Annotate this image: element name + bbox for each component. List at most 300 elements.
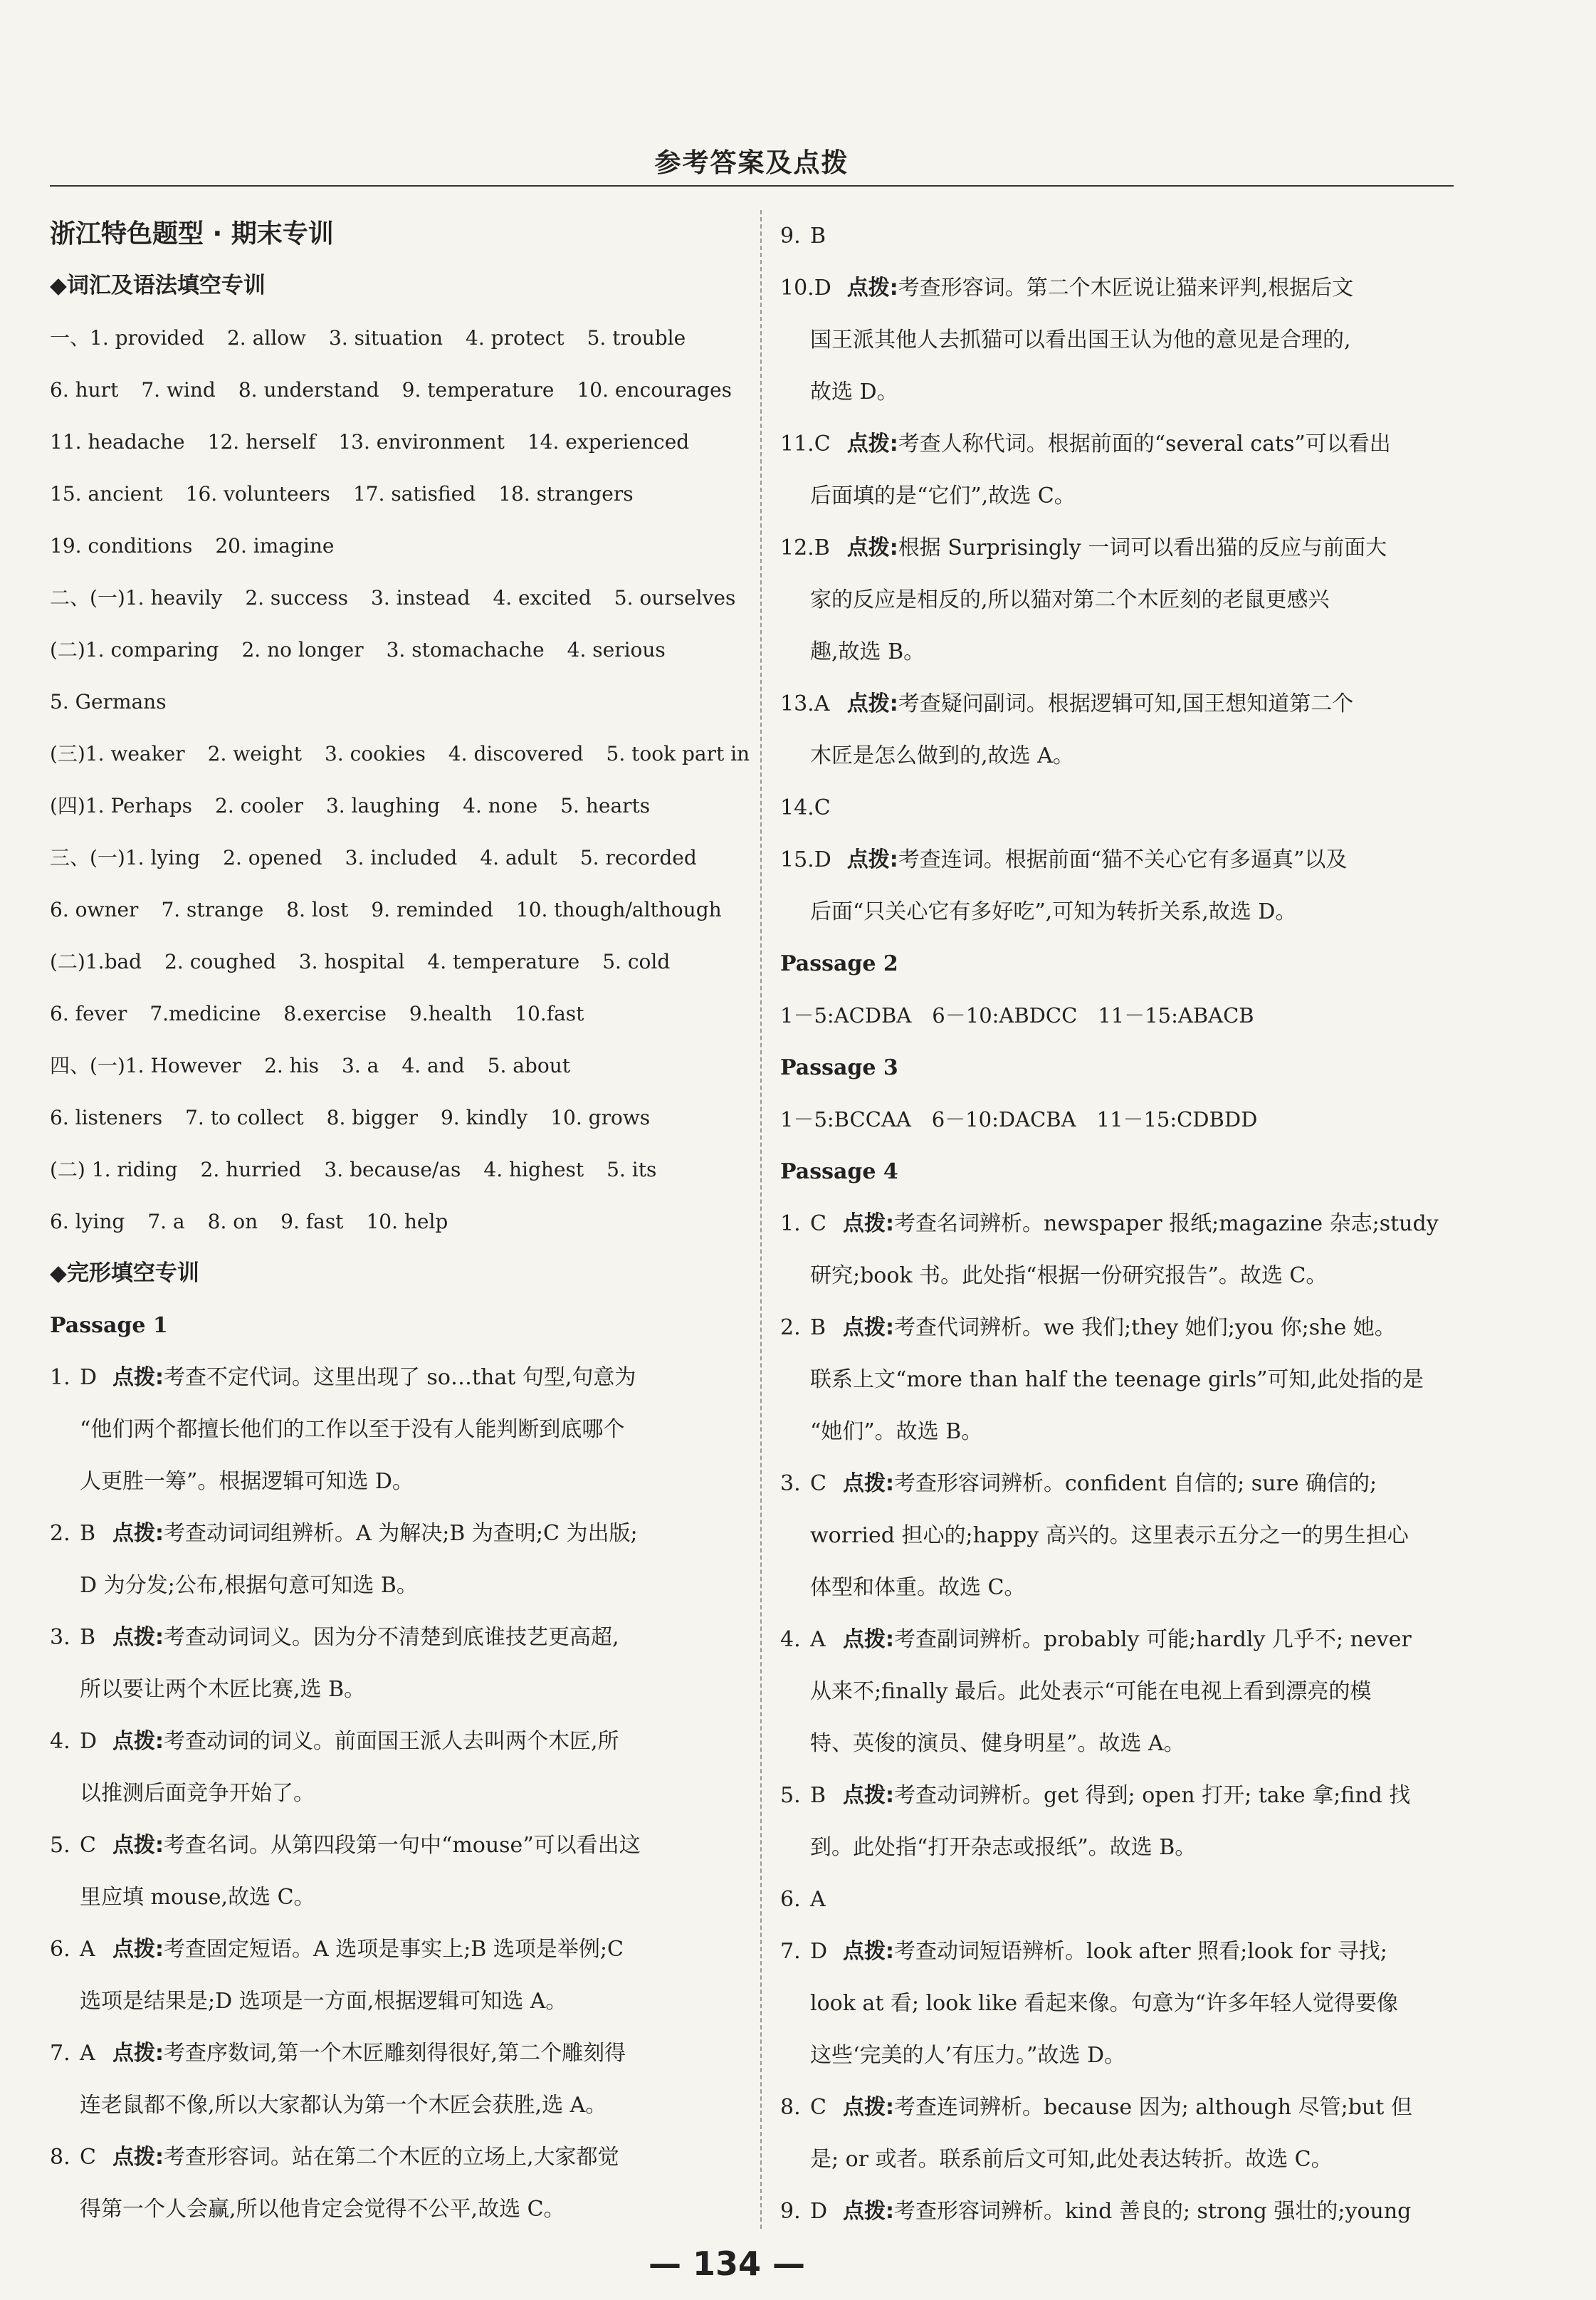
entry-line [780, 1666, 1454, 1718]
entry-line [780, 522, 1454, 574]
entry-line [780, 262, 1454, 314]
answer-letter: C [810, 2095, 826, 2120]
explanation-text: 这些‘完美的人’有压力。”故选 D。 [810, 2043, 1125, 2068]
hint-label: 点拨: [846, 432, 898, 456]
vocab-item: 3. instead [371, 586, 471, 610]
hint-label: 点拨: [843, 2095, 894, 2120]
entry-line [50, 1611, 712, 1663]
entry-line [780, 1458, 1454, 1510]
answer-letter: D [810, 2199, 828, 2224]
entry-line [50, 1352, 712, 1403]
vocab-item: 5. recorded [579, 846, 697, 869]
hint-label: 点拨: [846, 535, 898, 560]
question-number: 6. [50, 1937, 70, 1962]
question-number: 12. [780, 535, 814, 560]
explanation-text: 根据 Surprisingly 一词可以看出猫的反应与前面大 [898, 535, 1387, 560]
answer-entry [50, 2131, 712, 2235]
answer-letter: B [810, 1315, 826, 1340]
vocab-item: 3. because/as [324, 1158, 461, 1181]
hint-label: 点拨: [843, 1939, 894, 1964]
entry-line [50, 1663, 712, 1715]
passage-4-heading: Passage 4 [780, 1159, 898, 1184]
entry-line [780, 626, 1454, 678]
answer-letter: A [810, 1627, 826, 1652]
vocab-item: 9. fast [280, 1210, 344, 1233]
question-number: 2. [50, 1521, 70, 1546]
answer-letter: C [814, 795, 831, 820]
vocab-item: 3. a [342, 1054, 379, 1077]
vocab-line [50, 520, 712, 572]
passage-2-answers: 1－5:ACDBA 6－10:ABDCC 11－15:ABACB [780, 1003, 1254, 1028]
entry-line [780, 1406, 1454, 1458]
passage-3-answers: 1－5:BCCAA 6－10:DACBA 11－15:CDBDD [780, 1107, 1258, 1131]
entry-line [50, 2183, 712, 2235]
vocab-line [50, 728, 750, 780]
explanation-text: 以推测后面竞争开始了。 [80, 1781, 315, 1806]
entry-line [780, 1250, 1454, 1302]
vocab-item: 7. to collect [185, 1106, 304, 1129]
entry-line [50, 1975, 712, 2027]
entry-line [780, 366, 1454, 418]
answer-letter: A [810, 1887, 826, 1912]
answer-entry [50, 1715, 712, 1819]
explanation-text: 考查动词辨析。get 得到; open 打开; take 拿;find 找 [894, 1783, 1411, 1808]
hint-label: 点拨: [112, 1833, 164, 1858]
passage-1-heading: Passage 1 [50, 1313, 168, 1338]
entry-line [50, 1403, 712, 1455]
explanation-text: “她们”。故选 B。 [810, 1419, 983, 1444]
explanation-text: 木匠是怎么做到的,故选 A。 [810, 743, 1074, 768]
entry-line [50, 1767, 712, 1819]
vocab-item: 6. fever [50, 1002, 127, 1025]
explanation-text: 从来不;finally 最后。此处表示“可能在电视上看到漂亮的模 [810, 1679, 1372, 1704]
answer-entry [780, 2185, 1454, 2237]
vocab-item: 3. laughing [325, 794, 441, 817]
vocab-item: 6. owner [50, 898, 139, 921]
entry-line [780, 418, 1454, 470]
answer-letter: C [810, 1211, 826, 1236]
vocab-item: 5. ourselves [614, 586, 736, 610]
explanation-text: 体型和体重。故选 C。 [810, 1575, 1026, 1600]
entry-line [50, 1559, 712, 1611]
entry-line [780, 1302, 1454, 1354]
vocab-line [50, 468, 712, 520]
vocab-item: 9. temperature [401, 378, 555, 402]
cloze-subtitle: ◆完形填空专训 [50, 1260, 199, 1286]
answer-entry [780, 262, 1454, 418]
vocab-line [50, 1196, 712, 1248]
question-number: 6. [780, 1887, 801, 1912]
vocab-item: 2. coughed [164, 950, 276, 973]
entry-line [780, 834, 1454, 886]
vocab-item: 5. its [607, 1158, 657, 1181]
vocab-item: 13. environment [338, 430, 505, 454]
vocab-item: 一、1. provided [50, 326, 204, 350]
hint-label: 点拨: [112, 2145, 164, 2170]
answer-entry [780, 1614, 1454, 1770]
vocab-item: 6. lying [50, 1210, 125, 1233]
vocab-item: 2. success [245, 586, 349, 610]
vocab-item: 5. cold [602, 950, 671, 973]
passage-3-heading: Passage 3 [780, 1055, 898, 1080]
hint-label: 点拨: [112, 1521, 164, 1546]
entry-line [780, 2133, 1454, 2185]
page-number: — 134 — [648, 2244, 806, 2283]
explanation-text: 后面“只关心它有多好吃”,可知为转折关系,故选 D。 [810, 899, 1297, 924]
vocab-line [50, 936, 712, 988]
vocab-item: 2. opened [223, 846, 322, 869]
answer-letter: A [814, 691, 830, 716]
vocab-item: (二)1.bad [50, 950, 142, 973]
vocab-item: 4. adult [480, 846, 557, 869]
vocab-answers [50, 312, 750, 1248]
vocab-item: 3. included [345, 846, 458, 869]
passage-4-entries [780, 1198, 1454, 2237]
vocab-item: 4. excited [493, 586, 592, 610]
entry-line [780, 1821, 1454, 1873]
explanation-text: 人更胜一筹”。根据逻辑可知选 D。 [80, 1469, 414, 1494]
vocab-item: 6. listeners [50, 1106, 163, 1129]
vocab-item: 8.exercise [283, 1002, 387, 1025]
vocab-item: 2. no longer [241, 638, 364, 662]
entry-line [50, 2131, 712, 2183]
vocab-item: 3. hospital [298, 950, 405, 973]
explanation-text: 考查名词。从第四段第一句中“mouse”可以看出这 [164, 1833, 641, 1858]
answer-letter: D [810, 1939, 828, 1964]
entry-line [780, 678, 1454, 730]
question-number: 9. [780, 224, 801, 249]
explanation-text: look at 看; look like 看起来像。句意为“许多年轻人觉得要像 [810, 1991, 1398, 2016]
explanation-text: 联系上文“more than half the teenage girls”可知,此处指的是 [810, 1367, 1424, 1392]
question-number: 1. [780, 1211, 801, 1236]
question-number: 7. [50, 2041, 70, 2066]
passage-1-entries [50, 1352, 712, 2235]
vocab-item: 10.fast [515, 1002, 584, 1025]
explanation-text: 考查连词。根据前面“猫不关心它有多逼真”以及 [898, 847, 1348, 872]
explanation-text: 后面填的是“它们”,故选 C。 [810, 483, 1076, 508]
vocab-item: 9. kindly [440, 1106, 528, 1129]
explanation-text: 考查序数词,第一个木匠雕刻得很好,第二个雕刻得 [164, 2041, 626, 2066]
vocab-item: 3. stomachache [386, 638, 545, 662]
vocab-item: 20. imagine [215, 534, 335, 558]
vocab-item: 2. weight [207, 742, 302, 765]
explanation-text: 选项是结果是;D 选项是一方面,根据逻辑可知选 A。 [80, 1989, 567, 2014]
vocab-item: 2. hurried [200, 1158, 302, 1181]
vocab-item: 19. conditions [50, 534, 193, 558]
answer-letter: C [814, 432, 831, 456]
question-number: 15. [780, 847, 814, 872]
question-number: 9. [780, 2199, 801, 2224]
question-number: 1. [50, 1365, 70, 1390]
vocab-item: 15. ancient [50, 482, 163, 506]
explanation-text: 是; or 或者。联系前后文可知,此处表达转折。故选 C。 [810, 2147, 1333, 2172]
explanation-text: 考查不定代词。这里出现了 so…that 句型,句意为 [164, 1365, 636, 1390]
vocab-item: 7. strange [161, 898, 264, 921]
column-divider [760, 210, 762, 2229]
explanation-text: 里应填 mouse,故选 C。 [80, 1885, 315, 1910]
question-number: 8. [50, 2145, 70, 2170]
hint-label: 点拨: [843, 1783, 894, 1808]
hint-label: 点拨: [843, 1471, 894, 1496]
vocab-item: 8. on [207, 1210, 258, 1233]
entry-line [780, 314, 1454, 366]
vocab-item: 4. protect [466, 326, 565, 350]
vocab-item: 四、(一)1. However [50, 1054, 242, 1077]
explanation-text: 家的反应是相反的,所以猫对第二个木匠刻的老鼠更感兴 [810, 587, 1330, 612]
hint-label: 点拨: [846, 691, 898, 716]
entry-line [780, 210, 1454, 262]
section-title: 浙江特色题型 · 期末专训 [50, 219, 334, 249]
hint-label: 点拨: [112, 1937, 164, 1962]
explanation-text: 研究;book 书。此处指“根据一份研究报告”。故选 C。 [810, 1263, 1328, 1288]
answer-entry [50, 1819, 712, 1923]
vocab-line [50, 1144, 712, 1196]
entry-line [780, 1977, 1454, 2029]
question-number: 5. [780, 1783, 801, 1808]
vocab-item: 2. allow [226, 326, 307, 350]
explanation-text: 到。此处指“打开杂志或报纸”。故选 B。 [810, 1835, 1197, 1860]
entry-line [780, 1562, 1454, 1614]
vocab-line [50, 364, 733, 416]
entry-line [50, 1507, 712, 1559]
hint-label: 点拨: [112, 1625, 164, 1650]
answer-entry [50, 1352, 712, 1507]
vocab-item: 2. his [264, 1054, 320, 1077]
vocab-line [50, 676, 712, 728]
vocab-line [50, 988, 712, 1040]
entry-line [780, 1614, 1454, 1666]
vocab-item: 6. hurt [50, 378, 119, 402]
passage-2-heading: Passage 2 [780, 951, 898, 976]
explanation-text: 考查形容词辨析。confident 自信的; sure 确信的; [894, 1471, 1377, 1496]
entry-line [780, 470, 1454, 522]
question-number: 14. [780, 795, 814, 820]
vocab-item: 9. reminded [371, 898, 493, 921]
left-column [50, 210, 750, 2235]
explanation-text: 考查动词词组辨析。A 为解决;B 为查明;C 为出版; [164, 1521, 638, 1546]
answer-letter: B [810, 1783, 826, 1808]
answer-letter: B [810, 224, 826, 249]
vocab-item: (三)1. weaker [50, 742, 185, 765]
vocab-subtitle: ◆词汇及语法填空专训 [50, 273, 266, 298]
vocab-item: 3. cookies [324, 742, 426, 765]
answer-letter: B [80, 1625, 96, 1650]
answer-entry [780, 1302, 1454, 1458]
explanation-text: 考查副词辨析。probably 可能;hardly 几乎不; never [894, 1627, 1412, 1652]
header-title: 参考答案及点拨 [654, 147, 849, 178]
vocab-item: 8. bigger [326, 1106, 418, 1129]
answer-letter: C [80, 2145, 96, 2170]
answer-letter: B [814, 535, 830, 560]
page-header [50, 141, 1454, 187]
vocab-line [50, 416, 712, 468]
vocab-item: 5. took part in [606, 742, 750, 765]
answer-letter: A [80, 1937, 95, 1962]
entry-line [50, 1715, 712, 1767]
vocab-item: 4. discovered [448, 742, 584, 765]
vocab-item: 8. lost [286, 898, 349, 921]
vocab-item: 10. help [366, 1210, 448, 1233]
question-number: 3. [50, 1625, 70, 1650]
explanation-text: 考查代词辨析。we 我们;they 她们;you 你;she 她。 [894, 1315, 1396, 1340]
hint-label: 点拨: [112, 1365, 164, 1390]
entry-line [780, 1198, 1454, 1250]
hint-label: 点拨: [846, 276, 898, 300]
answer-letter: C [80, 1833, 96, 1858]
explanation-text: 所以要让两个木匠比赛,选 B。 [80, 1677, 366, 1702]
vocab-item: (二)1. comparing [50, 638, 219, 662]
question-number: 4. [780, 1627, 801, 1652]
vocab-item: 二、(一)1. heavily [50, 586, 223, 610]
entry-line [780, 782, 1454, 834]
question-number: 11. [780, 432, 814, 456]
answer-entry [780, 1198, 1454, 1302]
entry-line [780, 1873, 1454, 1925]
explanation-text: 考查名词辨析。newspaper 报纸;magazine 杂志;study [894, 1211, 1439, 1236]
explanation-text: 趣,故选 B。 [810, 639, 925, 664]
hint-label: 点拨: [843, 1211, 894, 1236]
explanation-text: 考查连词辨析。because 因为; although 尽管;but 但 [894, 2095, 1412, 2120]
vocab-item: 4. temperature [427, 950, 580, 973]
hint-label: 点拨: [112, 2041, 164, 2066]
entry-line [780, 730, 1454, 782]
vocab-item: 三、(一)1. lying [50, 846, 201, 869]
question-number: 2. [780, 1315, 801, 1340]
answer-entry [780, 1770, 1454, 1873]
vocab-line [50, 1092, 712, 1144]
question-number: 13. [780, 691, 814, 716]
explanation-text: 考查动词的词义。前面国王派人去叫两个木匠,所 [164, 1729, 619, 1754]
vocab-item: 10. though/although [515, 898, 722, 921]
entry-line [780, 1925, 1454, 1977]
vocab-item: 12. herself [207, 430, 316, 454]
answer-entry [50, 1611, 712, 1715]
vocab-item: 10. grows [550, 1106, 651, 1129]
vocab-item: 5. Germans [50, 690, 167, 713]
explanation-text: D 为分发;公布,根据句意可知选 B。 [80, 1573, 418, 1598]
explanation-text: 连老鼠都不像,所以大家都认为第一个木匠会获胜,选 A。 [80, 2093, 607, 2118]
explanation-text: 得第一个人会赢,所以他肯定会觉得不公平,故选 C。 [80, 2197, 565, 2222]
explanation-text: 考查固定短语。A 选项是事实上;B 选项是举例;C [164, 1937, 624, 1962]
explanation-text: 考查动词词义。因为分不清楚到底谁技艺更高超, [164, 1625, 619, 1650]
vocab-item: 4. none [463, 794, 538, 817]
vocab-item: 18. strangers [498, 482, 634, 506]
hint-label: 点拨: [843, 1627, 894, 1652]
explanation-text: 考查人称代词。根据前面的“several cats”可以看出 [898, 432, 1391, 456]
answer-entry [780, 782, 1454, 834]
hint-label: 点拨: [843, 1315, 894, 1340]
vocab-line [50, 572, 736, 624]
answer-letter: D [80, 1729, 98, 1754]
vocab-item: 5. hearts [560, 794, 651, 817]
entry-line [50, 1923, 712, 1975]
hint-label: 点拨: [112, 1729, 164, 1754]
passage-1-entries-cont [780, 210, 1454, 938]
vocab-item: 2. cooler [215, 794, 303, 817]
question-number: 10. [780, 276, 814, 300]
vocab-line [50, 312, 712, 364]
entry-line [50, 1871, 712, 1923]
right-column [780, 210, 1454, 2237]
entry-line [780, 2081, 1454, 2133]
vocab-item: (二) 1. riding [50, 1158, 178, 1181]
answer-letter: C [810, 1471, 826, 1496]
explanation-text: 考查动词短语辨析。look after 照看;look for 寻找; [894, 1939, 1387, 1964]
entry-line [780, 2185, 1454, 2237]
answer-letter: B [80, 1521, 96, 1546]
entry-line [780, 2029, 1454, 2081]
answer-entry [780, 1925, 1454, 2081]
entry-line [50, 2079, 712, 2131]
answer-entry [780, 2081, 1454, 2185]
answer-entry [780, 1458, 1454, 1614]
vocab-item: 7.medicine [149, 1002, 261, 1025]
explanation-text: 考查形容词辨析。kind 善良的; strong 强壮的;young [894, 2199, 1412, 2224]
vocab-line [50, 832, 712, 884]
question-number: 7. [780, 1939, 801, 1964]
vocab-item: 8. understand [238, 378, 379, 402]
vocab-line [50, 624, 712, 676]
answer-entry [780, 678, 1454, 782]
vocab-line [50, 1040, 712, 1092]
question-number: 5. [50, 1833, 70, 1858]
answer-entry [50, 1923, 712, 2027]
vocab-item: 4. serious [567, 638, 666, 662]
hint-label: 点拨: [843, 2199, 894, 2224]
entry-line [50, 2027, 712, 2079]
answer-entry [780, 210, 1454, 262]
vocab-item: 7. a [147, 1210, 185, 1233]
vocab-item: 9.health [409, 1002, 493, 1025]
vocab-item: 17. satisfied [352, 482, 476, 506]
answer-entry [780, 522, 1454, 678]
answer-letter: D [814, 847, 831, 872]
entry-line [780, 886, 1454, 938]
answer-entry [50, 1507, 712, 1611]
explanation-text: 考查形容词。站在第二个木匠的立场上,大家都觉 [164, 2145, 619, 2170]
question-number: 3. [780, 1471, 801, 1496]
answer-entry [50, 2027, 712, 2131]
entry-line [50, 1819, 712, 1871]
vocab-item: 16. volunteers [185, 482, 330, 506]
entry-line [50, 1455, 712, 1507]
entry-line [780, 1354, 1454, 1406]
entry-line [780, 1770, 1454, 1821]
vocab-item: 5. about [487, 1054, 570, 1077]
vocab-line [50, 780, 712, 832]
explanation-text: 考查形容词。第二个木匠说让猫来评判,根据后文 [898, 276, 1354, 300]
vocab-item: 5. trouble [587, 326, 686, 350]
explanation-text: 故选 D。 [810, 380, 898, 404]
answer-letter: D [80, 1365, 98, 1390]
entry-line [780, 1718, 1454, 1770]
answer-entry [780, 418, 1454, 522]
vocab-item: 11. headache [50, 430, 185, 454]
vocab-item: 14. experienced [527, 430, 690, 454]
question-number: 4. [50, 1729, 70, 1754]
answer-entry [780, 1873, 1454, 1925]
answer-entry [780, 834, 1454, 938]
entry-line [780, 574, 1454, 626]
answer-letter: D [814, 276, 831, 300]
vocab-item: 4. highest [483, 1158, 584, 1181]
explanation-text: “他们两个都擅长他们的工作以至于没有人能判断到底哪个 [80, 1417, 625, 1442]
explanation-text: 国王派其他人去抓猫可以看出国王认为他的意见是合理的, [810, 328, 1351, 352]
explanation-text: 特、英俊的演员、健身明星”。故选 A。 [810, 1731, 1185, 1756]
vocab-item: 4. and [401, 1054, 465, 1077]
question-number: 8. [780, 2095, 801, 2120]
explanation-text: worried 担心的;happy 高兴的。这里表示五分之一的男生担心 [810, 1523, 1409, 1548]
